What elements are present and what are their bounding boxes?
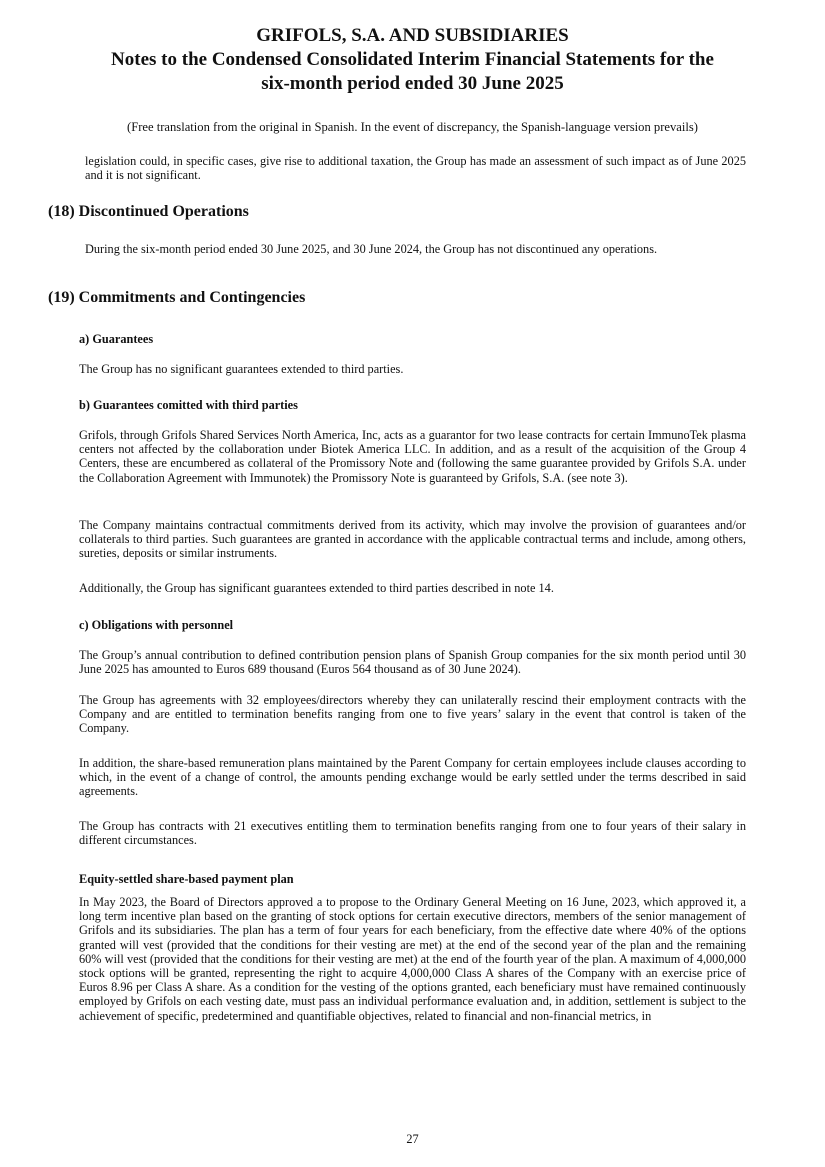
share-plan-paragraph: In May 2023, the Board of Directors approved a to propose to the Ordinary General Meeting on 16 June, 2023, which approved it, a long term incentive plan based on the granting of stock options for certain executive directors, members of the senior management of Grifols and its subsidiaries. The plan has a term of four years for each beneficiary, from the effective date where 40% of the options granted will vest (provided that the conditions for their vesting are met) at the end of the second year of the plan and the remaining 60% will vest (provided that the conditions for their vesting are met) at the end of the fourth year of the plan. A maximum of 4,000,000 stock options will be granted, representing the right to acquire 4,000,000 Class A shares of the Company with an exercise price of Euros 8.96 per Class A share. As a condition for the vesting of the options granted, each beneficiary must have remained continuously employed by Grifols on each vesting date, must pass an individual performance evaluation and, in addition, settlement is subject to the achievement of specific, predetermined and quantifiable objectives, related to financial and non-financial metrics, in [79,895,746,1023]
guarantees-heading: a) Guarantees [79,332,154,346]
personnel-paragraph-4: The Group has contracts with 21 executives entitling them to termination benefits ranging from one to four years of their salary in different circumstances. [79,819,746,848]
report-title-line2: six-month period ended 30 June 2025 [261,73,564,94]
third-party-guarantees-paragraph-3: Additionally, the Group has significant guarantees extended to third parties described in note 14. [79,581,554,595]
page-number: 27 [406,1132,419,1146]
share-plan-heading: Equity-settled share-based payment plan [79,872,294,886]
section-18-heading: (18) Discontinued Operations [48,203,249,220]
third-party-guarantees-paragraph-2: The Company maintains contractual commitments derived from its activity, which may involve the provision of guarantees and/or collaterals to third parties. Such guarantees are granted in accordance with the applicable contractual terms and include, among others, sureties, deposits or similar instruments. [79,518,746,561]
personnel-paragraph-3: In addition, the share-based remuneration plans maintained by the Parent Company for certain employees include clauses according to which, in the event of a change of control, the amounts pending exchange would be early settled under the terms described in said agreements. [79,756,746,799]
company-title: GRIFOLS, S.A. AND SUBSIDIARIES [256,25,569,46]
personnel-obligations-heading: c) Obligations with personnel [79,618,234,632]
translation-note: (Free translation from the original in Spanish. In the event of discrepancy, the Spanish-language version prevails) [127,120,698,134]
intro-paragraph: legislation could, in specific cases, give rise to additional taxation, the Group has made an assessment of such impact as of June 2025 and it is not significant. [85,154,746,183]
third-party-guarantees-paragraph-1: Grifols, through Grifols Shared Services North America, Inc, acts as a guarantor for two lease contracts for certain ImmunoTek plasma centers not affected by the collaboration under Biotek America LLC. In addition, and as a result of the acquisition of the Group 4 Centers, these are encumbered as collateral of the Promissory Note and (following the same guarantee provided by Grifols S.A. under the Collaboration Agreement with Immunotek) the Promissory Note is guaranteed by Grifols, S.A. (see note 3). [79,428,746,485]
third-party-guarantees-heading: b) Guarantees comitted with third parties [79,398,298,412]
guarantees-text: The Group has no significant guarantees extended to third parties. [79,362,404,376]
report-title-line1: Notes to the Condensed Consolidated Interim Financial Statements for the [111,49,714,70]
personnel-paragraph-2: The Group has agreements with 32 employees/directors whereby they can unilaterally rescind their employment contracts with the Company and are entitled to termination benefits ranging from one to five years’ salary in the event that control is taken of the Company. [79,693,746,736]
section-18-text: During the six-month period ended 30 June 2025, and 30 June 2024, the Group has not discontinued any operations. [85,242,658,256]
section-19-heading: (19) Commitments and Contingencies [48,289,306,306]
page-header [0,24,825,96]
personnel-paragraph-1: The Group’s annual contribution to defined contribution pension plans of Spanish Group companies for the six month period until 30 June 2025 has amounted to Euros 689 thousand (Euros 564 thousand as of 30 June 2024). [79,648,746,677]
